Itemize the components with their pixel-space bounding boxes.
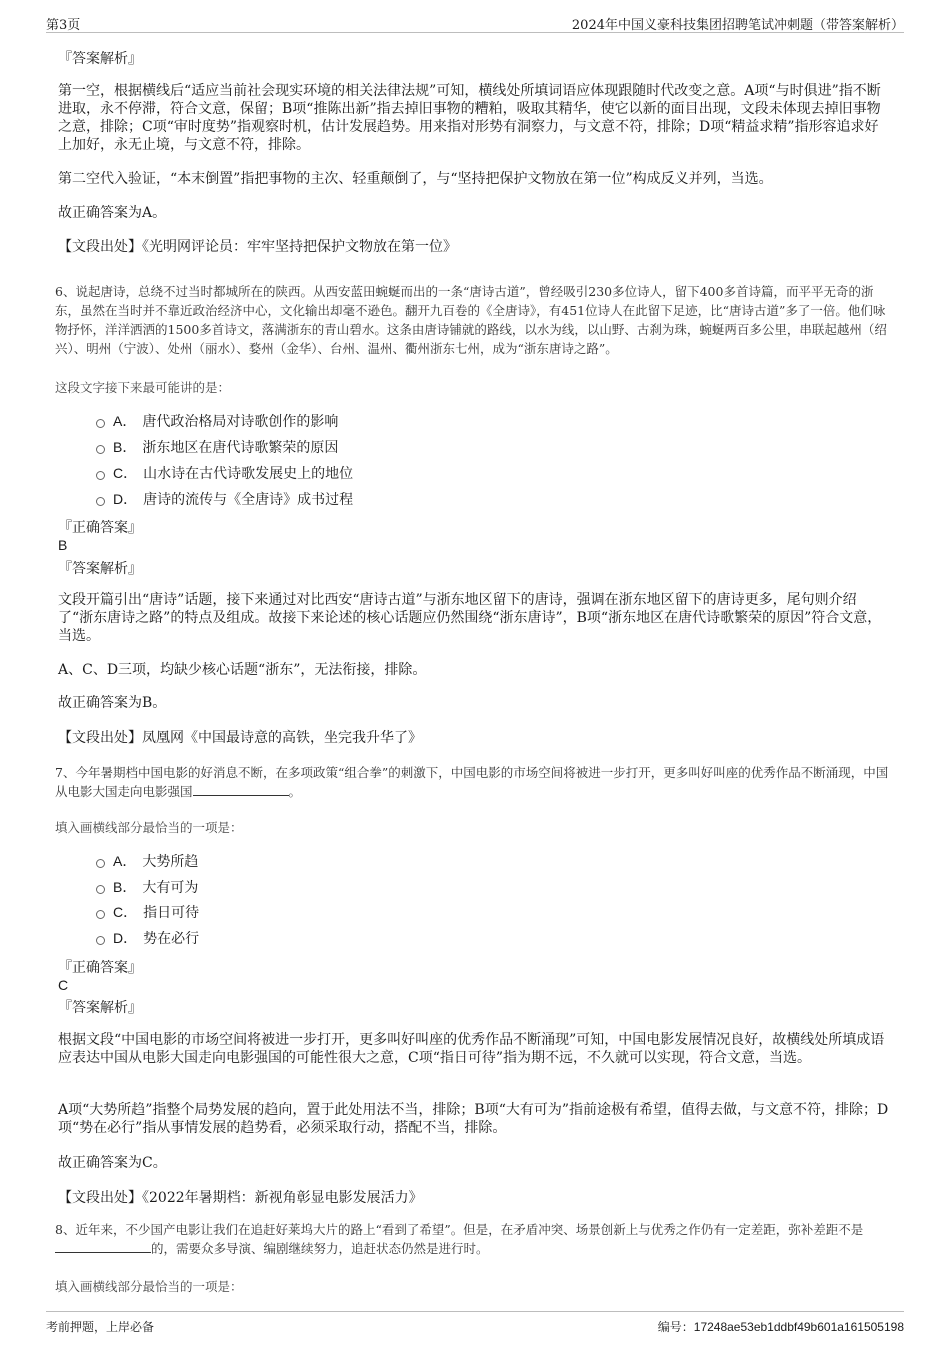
q6-stem: 6、说起唐诗，总绕不过当时都城所在的陕西。从西安蓝田蜿蜒而出的一条“唐诗古道”，曾经吸引230多位诗人，留下400多首诗篇，而平平无奇的浙东，虽然在当时并不靠近政治经济中心，文化输出却毫不逊色。翻开九百卷的《全唐诗》，有451位诗人在此留下足迹，比“唐诗古道”多了一倍。他们咏物抒怀，洋洋洒洒的1500多首诗文，落满浙东的青山碧水。这条由唐诗铺就的路线，以水为线，以山野、古刹为珠，蜿蜒两百多公里，串联起越州（绍兴）、明州（宁波）、处州（丽水）、婺州（金华）、台州、温州、衢州浙东七州，成为“浙东唐诗之路”。 (55, 284, 887, 356)
q5-analysis-para1: 第一空，根据横线后“适应当前社会现实环境的相关法律法规”可知，横线处所填词语应体现跟随时代改变之意。A项“与时俱进”指不断进取，永不停滞，符合文意，保留；B项“推陈出新”指去掉旧事物的糟粕，吸取其精华，使它以新的面目出现，文段未体现去掉旧事物之意，排除；C项“审时度势”指观察时机，估计发展趋势。用来指对形势有洞察力，与文意不符，排除；D项“精益求精”指形容追求好上加好，永无止境，与文意不符，排除。 (58, 83, 881, 153)
option-label: A． (113, 853, 137, 869)
q6-analysis-tag: 『答案解析』 (58, 561, 142, 577)
q7-stem (55, 763, 895, 801)
radio-icon[interactable] (96, 445, 105, 454)
q6-source: 【文段出处】凤凰网《中国最诗意的高铁，坐完我升华了》 (58, 730, 422, 746)
q6-option-c[interactable] (96, 463, 353, 483)
document-title: 2024年中国义豪科技集团招聘笔试冲刺题（带答案解析） (571, 18, 904, 33)
option-label: B． (113, 879, 137, 895)
q8-prompt: 填入画横线部分最恰当的一项是： (55, 1279, 243, 1294)
q7-prompt: 填入画横线部分最恰当的一项是： (55, 820, 243, 835)
option-label: C． (113, 465, 138, 481)
q7-answer: C (58, 977, 69, 993)
q5-analysis-tag: 『答案解析』 (58, 51, 142, 67)
q8-stem-end: 的，需要众多导演、编剧继续努力，追赶状态仍然是进行时。 (151, 1241, 489, 1256)
q6-analysis-para3: 故正确答案为B。 (58, 695, 167, 711)
q7-stem-text: 7、今年暑期档中国电影的好消息不断，在多项政策“组合拳”的刺激下，中国电影的市场空间将被进一步打开，更多叫好叫座的优秀作品不断涌现，中国从电影大国走向电影强国 (55, 765, 889, 799)
radio-icon[interactable] (96, 885, 105, 894)
radio-icon[interactable] (96, 859, 105, 868)
q7-option-d[interactable] (96, 928, 199, 948)
radio-icon[interactable] (96, 910, 105, 919)
q7-analysis-para1: 根据文段“中国电影的市场空间将被进一步打开，更多叫好叫座的优秀作品不断涌现”可知，中国电影发展情况良好，故横线处所填成语应表达中国从电影大国走向电影强国的可能性很大之意，C项“指日可待”指为期不远，不久就可以实现，符合文意，当选。 (58, 1032, 885, 1066)
option-label: A． (113, 413, 137, 429)
option-text: 指日可待 (143, 905, 200, 921)
radio-icon[interactable] (96, 471, 105, 480)
q5-analysis-para3: 故正确答案为A。 (58, 205, 167, 221)
option-text: 势在必行 (143, 931, 200, 947)
q6-option-d[interactable] (96, 489, 353, 509)
q7-analysis-para3: 故正确答案为C。 (58, 1155, 167, 1171)
option-label: D． (113, 491, 138, 507)
q6-option-b[interactable] (96, 437, 338, 457)
q6-answer: B (58, 537, 68, 553)
q8-stem (55, 1220, 895, 1258)
q5-analysis-para2: 第二空代入验证，“本末倒置”指把事物的主次、轻重颠倒了，与“坚持把保护文物放在第一位”构成反义并列，当选。 (58, 171, 773, 187)
footer-code-label: 编号： (657, 1320, 694, 1334)
option-text: 山水诗在古代诗歌发展史上的地位 (143, 466, 354, 482)
q7-option-a[interactable] (96, 851, 198, 871)
q5-source: 【文段出处】《光明网评论员：牢牢坚持把保护文物放在第一位》 (58, 239, 457, 255)
page-footer (46, 1311, 904, 1336)
q7-stem-end: 。 (288, 784, 302, 799)
q6-analysis-para1: 文段开篇引出“唐诗”话题，接下来通过对比西安“唐诗古道”与浙东地区留下的唐诗，强调在浙东地区留下的唐诗更多，尾句则介绍了“浙东唐诗之路”的特点及组成。故接下来论述的核心话题应仍然围绕“浙东唐诗”，B项“浙东地区在唐代诗歌繁荣的原因”符合文意，当选。 (58, 592, 882, 644)
q7-analysis-tag: 『答案解析』 (58, 1000, 142, 1016)
option-text: 浙东地区在唐代诗歌繁荣的原因 (142, 440, 339, 456)
q6-correct-tag: 『正确答案』 (58, 520, 142, 536)
radio-icon[interactable] (96, 419, 105, 428)
q6-prompt: 这段文字接下来最可能讲的是： (55, 380, 231, 395)
footer-slogan: 考前押题，上岸必备 (46, 1320, 155, 1334)
page-number: 第3页 (46, 18, 81, 33)
footer-code (658, 1318, 904, 1335)
option-text: 唐代政治格局对诗歌创作的影响 (142, 414, 339, 430)
page-header (46, 12, 904, 33)
q7-option-c[interactable] (96, 902, 199, 922)
radio-icon[interactable] (96, 497, 105, 506)
q6-analysis-para2: A、C、D三项，均缺少核心话题“浙东”，无法衔接，排除。 (58, 662, 427, 678)
radio-icon[interactable] (96, 936, 105, 945)
q8-fill-blank (55, 1240, 151, 1253)
option-text: 唐诗的流传与《全唐诗》成书过程 (143, 492, 354, 508)
option-label: C． (113, 904, 138, 920)
option-label: D． (113, 930, 138, 946)
q6-option-a[interactable] (96, 411, 338, 431)
q7-analysis-para2: A项“大势所趋”指整个局势发展的趋向，置于此处用法不当，排除；B项“大有可为”指前途极有希望，值得去做，与文意不符，排除；D项“势在必行”指从事情发展的趋势看，必须采取行动，搭配不当，排除。 (58, 1102, 889, 1136)
option-label: B． (113, 439, 137, 455)
option-text: 大有可为 (142, 880, 199, 896)
q7-source: 【文段出处】《2022年暑期档：新视角彰显电影发展活力》 (58, 1190, 423, 1206)
footer-code-value: 17248ae53eb1ddbf49b601a161505198 (693, 1320, 904, 1334)
q7-fill-blank (193, 783, 289, 796)
option-text: 大势所趋 (142, 854, 199, 870)
q7-option-b[interactable] (96, 877, 198, 897)
q7-correct-tag: 『正确答案』 (58, 960, 142, 976)
q8-stem-text: 8、近年来，不少国产电影让我们在追赶好莱坞大片的路上“看到了希望”。但是，在矛盾冲突、场景创新上与优秀之作仍有一定差距，弥补差距不是 (55, 1222, 864, 1237)
